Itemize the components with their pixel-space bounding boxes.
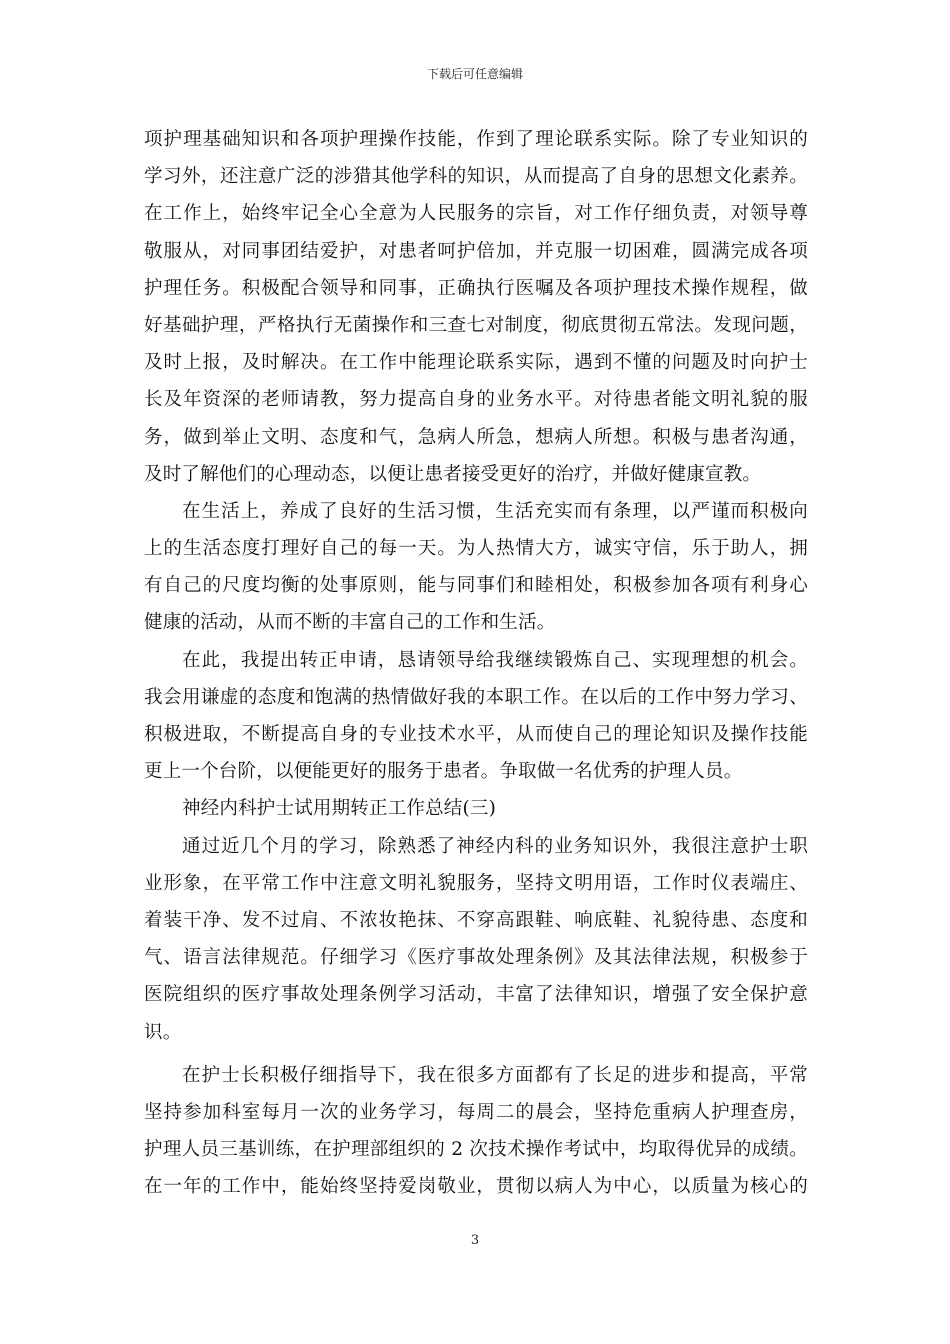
page-header: 下载后可任意编辑 — [426, 67, 523, 81]
text-line: 在一年的工作中，能始终坚持爱岗敬业，贯彻以病人为中心，以质量为核心的 — [144, 1176, 808, 1198]
text-line: 学习外，还注意广泛的涉猎其他学科的知识，从而提高了自身的思想文化素养。 — [144, 166, 808, 188]
document-body — [144, 121, 808, 1205]
text-line: 及时上报，及时解决。在工作中能理论联系实际，遇到不懂的问题及时向护士 — [144, 352, 808, 374]
text-line: 神经内科护士试用期转正工作总结(三) — [182, 798, 497, 820]
text-line: 及时了解他们的心理动态，以便让患者接受更好的治疗，并做好健康宣教。 — [144, 463, 762, 485]
text-line: 气、语言法律规范。仔细学习《医疗事故处理条例》及其法律法规，积极参于 — [144, 947, 808, 969]
text-line: 通过近几个月的学习，除熟悉了神经内科的业务知识外，我很注意护士职 — [182, 835, 808, 857]
text-line: 护理人员三基训练，在护理部组织的 2 次技术操作考试中，均取得优异的成绩。 — [144, 1139, 808, 1161]
text-line: 着装干净、发不过肩、不浓妆艳抹、不穿高跟鞋、响底鞋、礼貌待患、态度和 — [144, 909, 808, 931]
page-number: 3 — [470, 1233, 480, 1248]
text-line: 在此，我提出转正申请，恳请领导给我继续锻炼自己、实现理想的机会。 — [182, 649, 808, 671]
text-line: 有自己的尺度均衡的处事原则，能与同事们和睦相处，积极参加各项有利身心 — [144, 575, 808, 597]
text-line: 项护理基础知识和各项护理操作技能，作到了理论联系实际。除了专业知识的 — [144, 129, 808, 150]
text-line: 上的生活态度打理好自己的每一天。为人热情大方，诚实守信，乐于助人，拥 — [144, 538, 808, 560]
text-line: 好基础护理，严格执行无菌操作和三查七对制度，彻底贯彻五常法。发现问题， — [144, 314, 808, 336]
text-line: 识。 — [144, 1021, 182, 1043]
text-line: 在工作上，始终牢记全心全意为人民服务的宗旨，对工作仔细负责，对领导尊 — [144, 203, 808, 225]
text-line: 坚持参加科室每月一次的业务学习，每周二的晨会，坚持危重病人护理查房， — [144, 1101, 808, 1123]
text-line: 在护士长积极仔细指导下，我在很多方面都有了长足的进步和提高，平常 — [182, 1064, 808, 1086]
text-line: 务，做到举止文明、态度和气，急病人所急，想病人所想。积极与患者沟通， — [144, 426, 808, 448]
text-line: 业形象，在平常工作中注意文明礼貌服务，坚持文明用语，工作时仪表端庄、 — [144, 872, 808, 894]
text-line: 在生活上，养成了良好的生活习惯，生活充实而有条理，以严谨而积极向 — [182, 500, 808, 522]
text-line: 医院组织的医疗事故处理条例学习活动，丰富了法律知识，增强了安全保护意 — [144, 984, 808, 1006]
text-line: 健康的活动，从而不断的丰富自己的工作和生活。 — [144, 612, 556, 634]
text-line: 敬服从，对同事团结爱护，对患者呵护倍加，并克服一切困难，圆满完成各项 — [144, 240, 808, 262]
text-line: 我会用谦虚的态度和饱满的热情做好我的本职工作。在以后的工作中努力学习、 — [144, 686, 808, 708]
text-line: 长及年资深的老师请教，努力提高自身的业务水平。对待患者能文明礼貌的服 — [144, 389, 808, 411]
text-line: 护理任务。积极配合领导和同事，正确执行医嘱及各项护理技术操作规程，做 — [144, 277, 808, 299]
text-line: 更上一个台阶，以便能更好的服务于患者。争取做一名优秀的护理人员。 — [144, 761, 743, 783]
text-line: 积极进取，不断提高自身的专业技术水平，从而使自己的理论知识及操作技能 — [144, 724, 808, 745]
